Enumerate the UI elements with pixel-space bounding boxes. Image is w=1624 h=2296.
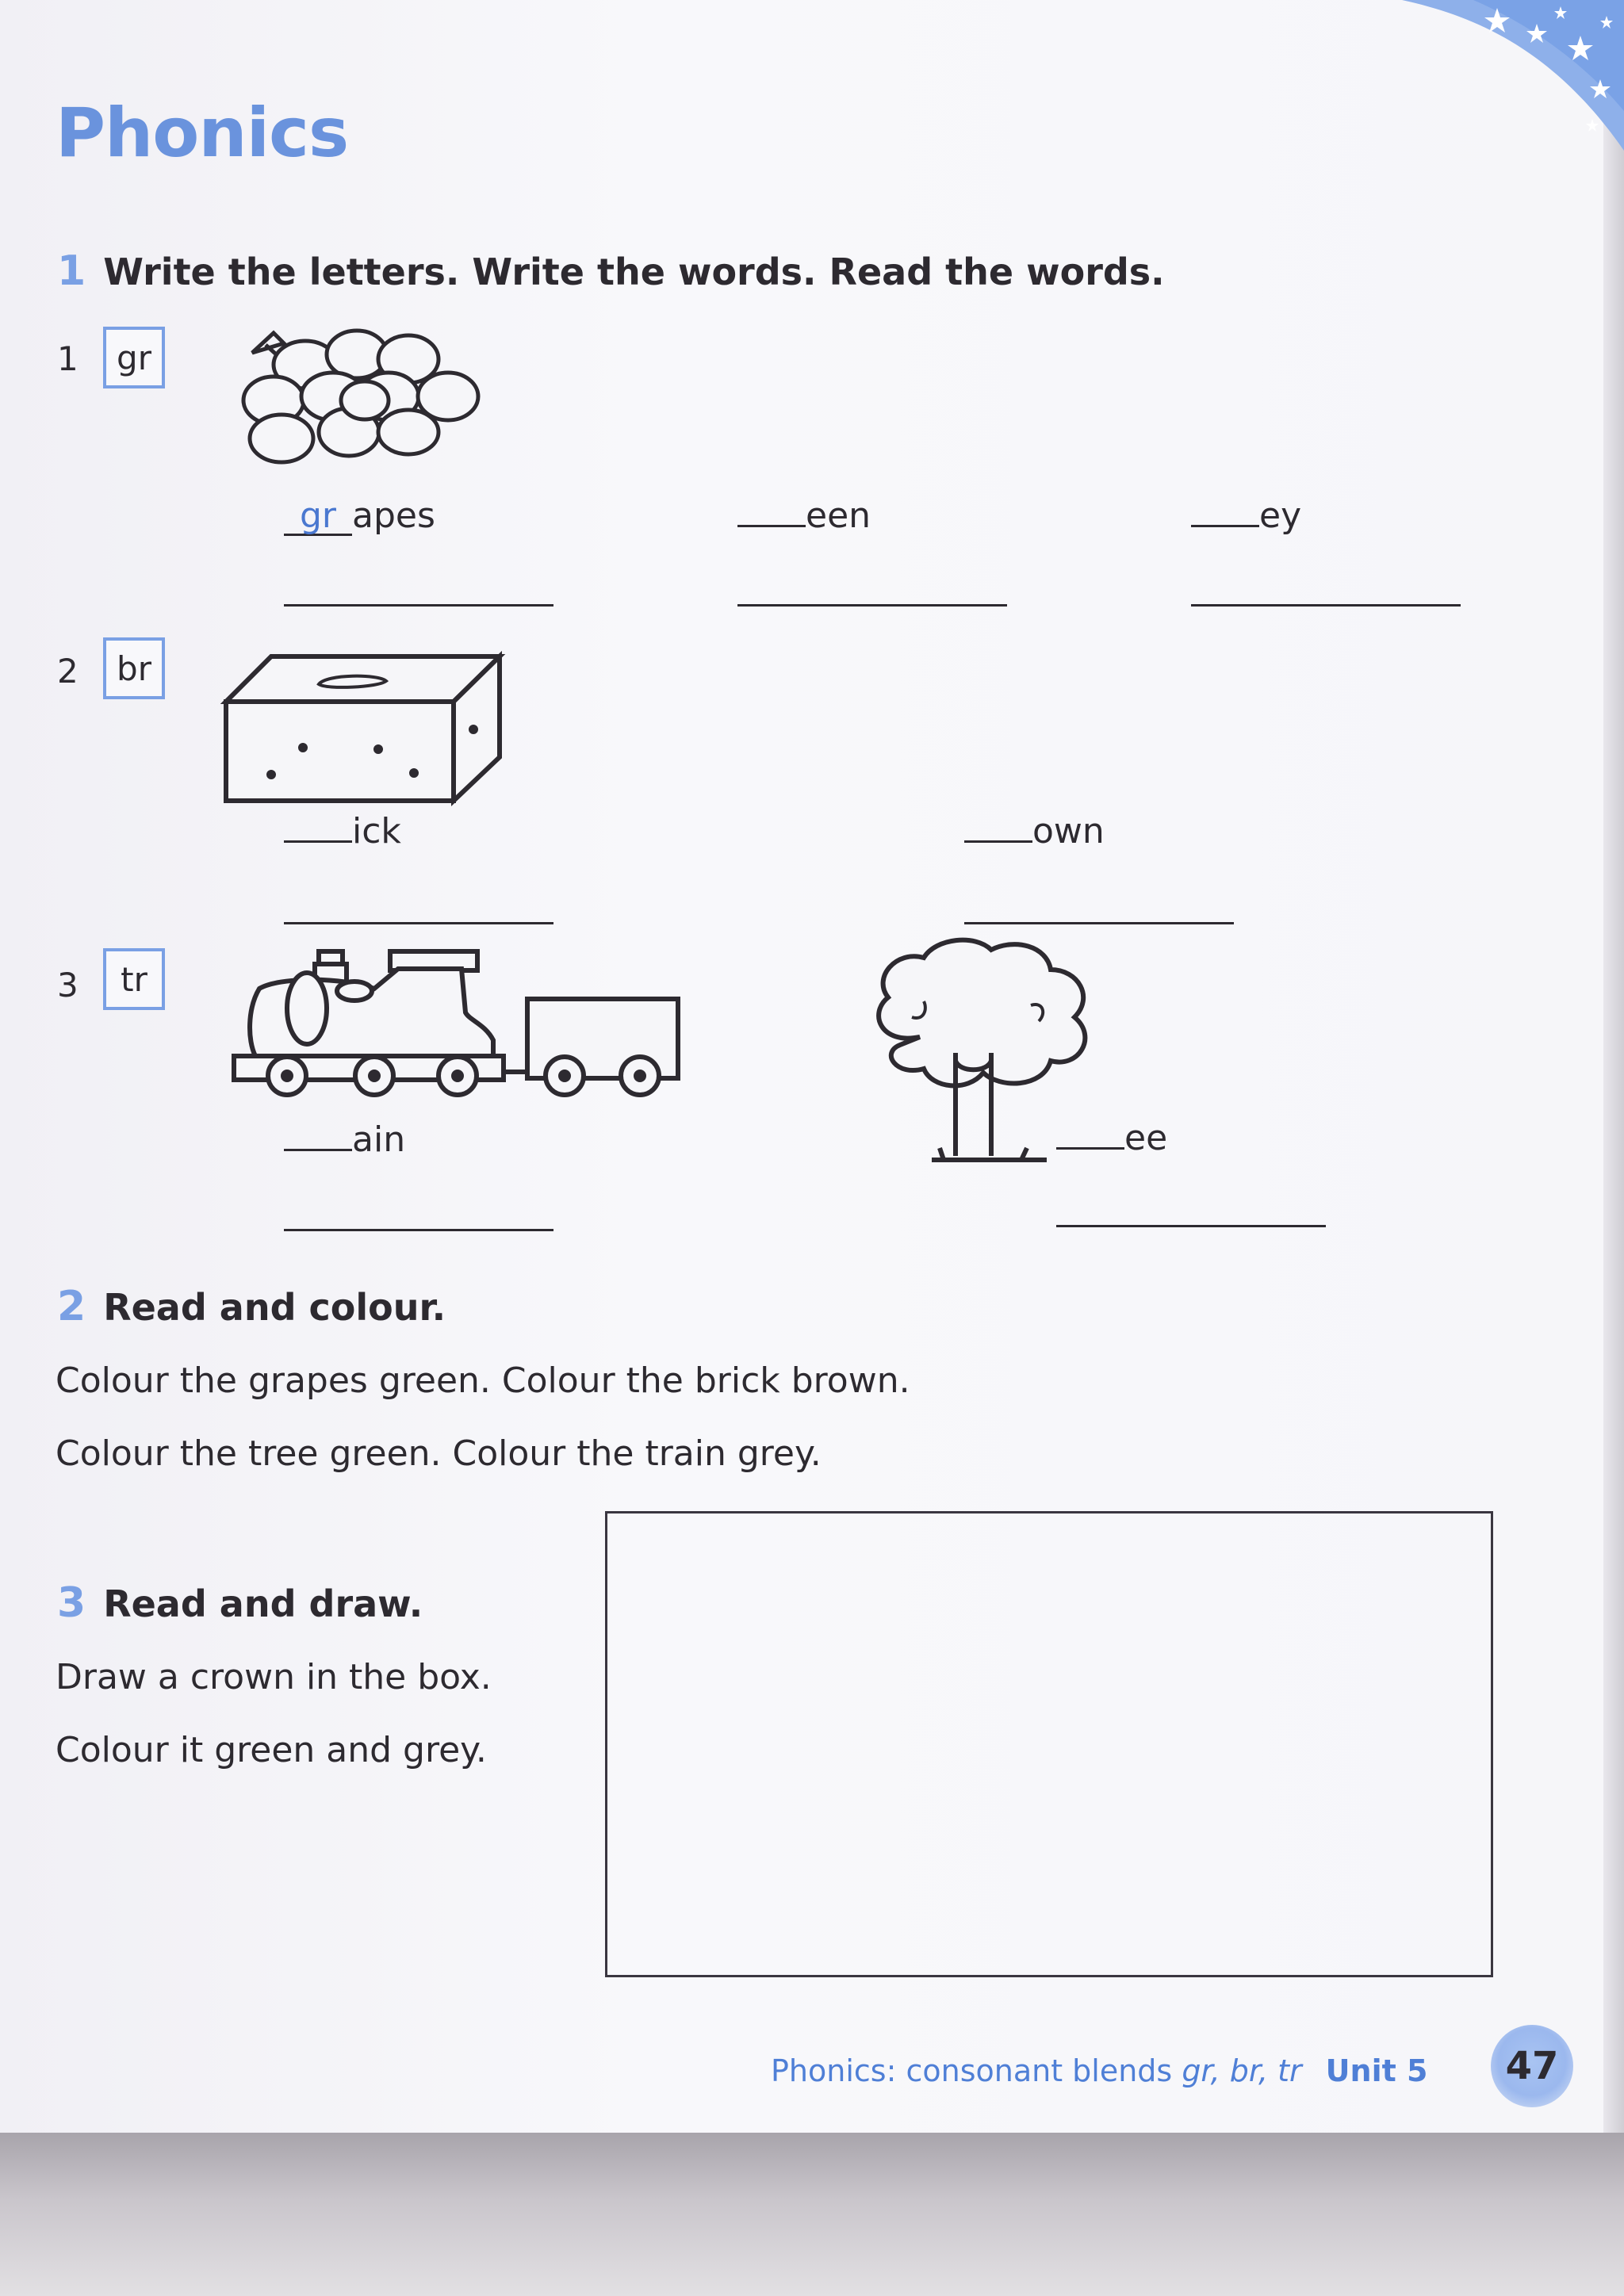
blank-brick[interactable] <box>284 840 352 843</box>
section-2-heading <box>57 1283 446 1330</box>
blank-tree[interactable] <box>1056 1147 1124 1150</box>
section-2-number: 2 <box>57 1283 86 1330</box>
section-3-heading <box>57 1579 423 1627</box>
blank-grapes[interactable]: gr <box>284 499 352 536</box>
footer-topic: Phonics: consonant blends <box>771 2053 1182 2088</box>
word-train: ain <box>284 1119 405 1160</box>
section-2-instruction: Read and colour. <box>103 1286 446 1329</box>
blend-box-tr: tr <box>103 948 165 1010</box>
item-3-number: 3 <box>57 966 79 1004</box>
page-edge <box>1603 0 1624 2133</box>
train-icon <box>232 945 685 1104</box>
item-2-number: 2 <box>57 652 79 691</box>
section-2-line-1: Colour the grapes green. Colour the brick brown. <box>56 1360 910 1401</box>
word-brown: own <box>964 811 1105 851</box>
item-1-number: 1 <box>57 339 79 378</box>
footer-unit: Unit 5 <box>1325 2053 1428 2088</box>
section-3-number: 3 <box>57 1579 86 1627</box>
scan-shadow <box>0 2133 1624 2296</box>
answer-line-train[interactable] <box>284 1229 553 1231</box>
page-footer <box>771 2053 1427 2088</box>
drawing-box[interactable] <box>605 1511 1493 1977</box>
section-3-line-1: Draw a crown in the box. <box>56 1657 492 1697</box>
word-grapes: gr apes <box>284 496 435 536</box>
answer-line-green[interactable] <box>737 604 1007 607</box>
section-2-line-2: Colour the tree green. Colour the train grey. <box>56 1433 822 1474</box>
section-1-heading <box>57 247 1165 295</box>
answer-line-brick[interactable] <box>284 922 553 924</box>
footer-topic-blends: gr, br, tr <box>1182 2053 1302 2088</box>
blank-green[interactable] <box>737 525 806 527</box>
blank-train[interactable] <box>284 1149 352 1151</box>
blend-box-br: br <box>103 637 165 699</box>
section-1-instruction: Write the letters. Write the words. Read the words. <box>103 251 1165 293</box>
answer-line-grapes[interactable] <box>284 604 553 607</box>
answer-line-brown[interactable] <box>964 922 1234 924</box>
page-title: Phonics <box>56 94 349 173</box>
word-tree: ee <box>1056 1118 1167 1158</box>
blank-grey[interactable] <box>1191 525 1259 527</box>
blank-brown[interactable] <box>964 840 1032 843</box>
section-3-instruction: Read and draw. <box>103 1582 423 1625</box>
star-corner-decoration <box>1354 0 1624 238</box>
section-3-line-2: Colour it green and grey. <box>56 1730 487 1770</box>
brick-icon <box>224 654 501 805</box>
word-brick: ick <box>284 811 401 851</box>
answer-line-tree[interactable] <box>1056 1225 1326 1227</box>
word-green: een <box>737 496 871 536</box>
page-number: 47 <box>1491 2025 1573 2107</box>
answer-line-grey[interactable] <box>1191 604 1461 607</box>
section-1-number: 1 <box>57 247 86 295</box>
grapes-icon <box>222 321 515 480</box>
blend-box-gr: gr <box>103 327 165 388</box>
word-grey: ey <box>1191 496 1301 536</box>
